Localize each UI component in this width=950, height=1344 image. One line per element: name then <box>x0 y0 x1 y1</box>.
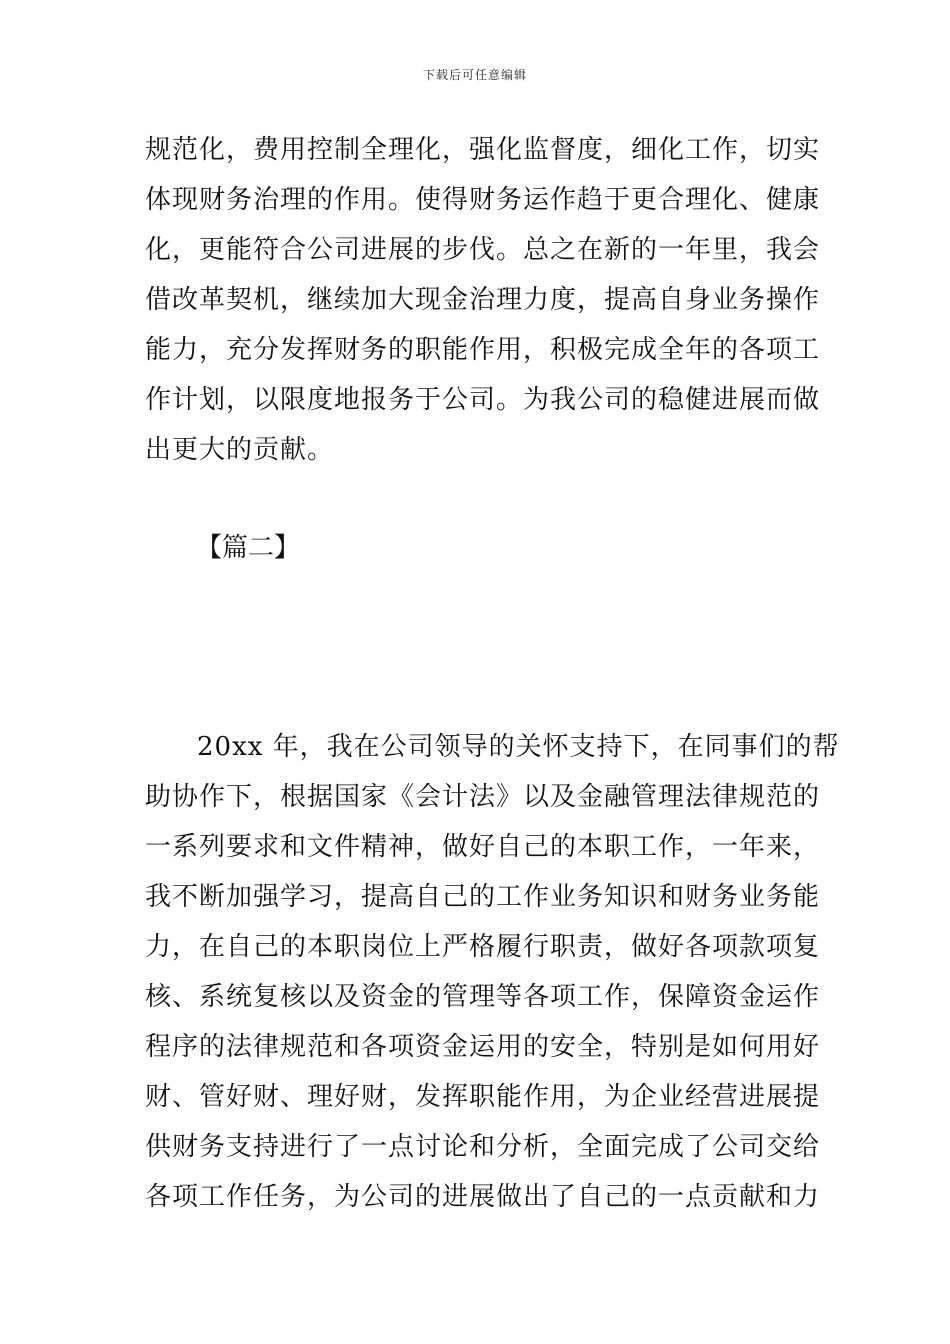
paragraph-line: 力，在自己的本职岗位上严格履行职责，做好各项款项复 <box>145 932 821 962</box>
paragraph-line: 20xx 年，我在公司领导的关怀支持下，在同事们的帮 <box>197 732 840 762</box>
paragraph-line: 能力，充分发挥财务的职能作用，积极完成全年的各项工 <box>145 335 821 365</box>
paragraph-line: 财、管好财、理好财，发挥职能作用，为企业经营进展提 <box>145 1082 821 1112</box>
paragraph-line: 各项工作任务，为公司的进展做出了自己的一点贡献和力 <box>145 1182 821 1212</box>
paragraph-line: 我不断加强学习，提高自己的工作业务知识和财务业务能 <box>145 882 821 912</box>
paragraph-line: 出更大的贡献。 <box>145 435 335 465</box>
paragraph-line: 程序的法律规范和各项资金运用的安全，特别是如何用好 <box>145 1032 821 1062</box>
page-header-note: 下载后可任意编辑 <box>422 68 527 82</box>
paragraph-line: 作计划，以限度地报务于公司。为我公司的稳健进展而做 <box>145 385 821 415</box>
paragraph-line: 借改革契机，继续加大现金治理力度，提高自身业务操作 <box>145 285 821 315</box>
paragraph-line: 一系列要求和文件精神，做好自己的本职工作，一年来， <box>145 832 821 862</box>
paragraph-line: 规范化，费用控制全理化，强化监督度，细化工作，切实 <box>145 135 821 165</box>
paragraph-line: 化，更能符合公司进展的步伐。总之在新的一年里，我会 <box>145 235 821 265</box>
paragraph-line: 核、系统复核以及资金的管理等各项工作，保障资金运作 <box>145 982 821 1012</box>
section-title: 【篇二】 <box>196 533 301 563</box>
paragraph-line: 供财务支持进行了一点讨论和分析，全面完成了公司交给 <box>145 1132 821 1162</box>
paragraph-line: 体现财务治理的作用。使得财务运作趋于更合理化、健康 <box>145 185 821 215</box>
paragraph-line: 助协作下，根据国家《会计法》以及金融管理法律规范的 <box>145 782 821 812</box>
